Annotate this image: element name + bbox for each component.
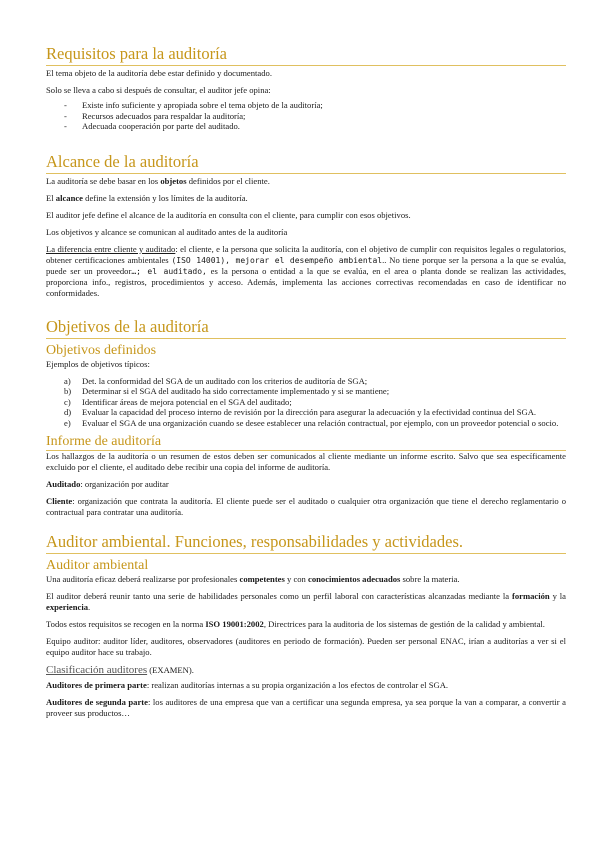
paragraph: Solo se lleva a cabo si después de consultar, el auditor jefe opina: xyxy=(46,85,271,95)
subsection-title: Informe de auditoría xyxy=(46,434,566,451)
paragraph: Todos estos requisitos se recogen en la norma ISO 19001:2002, Directrices para la auditoria de los sistemas de gestión de la calidad y ambiental. xyxy=(46,619,545,629)
paragraph: Ejemplos de objetivos típicos: xyxy=(46,358,150,369)
paragraph: Auditado: organización por auditar xyxy=(46,479,169,489)
paragraph: El auditor jefe define el alcance de la auditoría en consulta con el cliente, para cumplir con esos objetivos. xyxy=(46,209,411,220)
paragraph: Una auditoría eficaz deberá realizarse por profesionales competentes y con conocimientos adecuados sobre la materia. xyxy=(46,574,460,584)
list-item: e) Evaluar el SGA de una organización cuando se desee establecer una relación contractual, por ejemplo, con un proveedor potencial o socio. xyxy=(64,417,559,428)
section-requisitos xyxy=(46,44,566,132)
paragraph: El auditor deberá reunir tanto una serie de habilidades personales como un perfil laboral con características alcanzadas mediante la formación y la experiencia. xyxy=(46,591,566,612)
section-title: Requisitos para la auditoría xyxy=(46,44,566,66)
list-item: - Existe info suficiente y apropiada sobre el tema objeto de la auditoría; xyxy=(64,100,566,111)
section-auditor xyxy=(46,532,566,719)
list-item: - Recursos adecuados para respaldar la auditoría; xyxy=(64,111,566,122)
subsection-title: Objetivos definidos xyxy=(46,342,157,358)
document-page xyxy=(46,44,566,725)
list-item: b) Determinar si el SGA del auditado ha sido correctamente implementado y si se mantiene; xyxy=(64,386,390,396)
subsection-title: Clasificación auditores (EXAMEN). xyxy=(46,664,194,676)
paragraph: El alcance define la extensión y los límites de la auditoría. xyxy=(46,192,248,203)
section-alcance xyxy=(46,152,566,299)
paragraph: Auditores de primera parte: realizan auditorías internas a su propia organización a los efectos de controlar el SGA. xyxy=(46,680,449,690)
list-item: - Adecuada cooperación por parte del auditado. xyxy=(64,121,566,132)
objectives-list xyxy=(46,376,566,429)
subsection-title: Auditor ambiental xyxy=(46,558,149,573)
paragraph: Equipo auditor: auditor líder, auditores, observadores (auditores en periodo de formación). Pueden ser personal ENAC, irían a auditorías a ver si el equipo auditor hace su trabajo. xyxy=(46,636,566,657)
paragraph: La auditoría se debe basar en los objetos definidos por el cliente. xyxy=(46,175,270,186)
section-objetivos xyxy=(46,317,566,519)
paragraph: Cliente: organización que contrata la auditoría. El cliente puede ser el auditado o cualquier otra organización que tiene el derecho reglamentario o contractual para contratar una auditoría. xyxy=(46,496,566,517)
section-title: Objetivos de la auditoría xyxy=(46,317,566,339)
requirements-list xyxy=(46,100,566,132)
section-title: Auditor ambiental. Funciones, responsabilidades y actividades. xyxy=(46,532,566,554)
paragraph: Los objetivos y alcance se comunican al auditado antes de la auditoría xyxy=(46,226,288,237)
section-title: Alcance de la auditoría xyxy=(46,152,566,174)
paragraph: La diferencia entre cliente y auditado: el cliente, e la persona que solicita la auditoría, con el objetivo de cumplir con requisitos legales o regulatorios, obtener certificaciones ambientales (ISO 14001), mejorar el desempeño ambiental.. No tiene porque ser la persona a la que se evalúa, puede ser un proveedor…; el auditado, es la persona o entidad a la que se evalúa, en el area o planta donde se realizan las actividades, proporciona info., registros, procedimientos y acceso. Además, implementa las acciones correctivas recomendadas en caso de identificar no conformidades. xyxy=(46,243,567,298)
paragraph: El tema objeto de la auditoría debe estar definido y documentado. xyxy=(46,68,272,78)
list-item: a) Det. la conformidad del SGA de un auditado con los criterios de auditoría de SGA; xyxy=(64,375,368,386)
paragraph: Auditores de segunda parte: los auditores de una empresa que van a certificar una segunda empresa, ya sea porque la van a comparar, a convertir a proveer sus productos… xyxy=(46,697,566,718)
list-item: d) Evaluar la capacidad del proceso interno de revisión por la dirección para asegurar la adecuación y la efectividad continua del SGA. xyxy=(64,407,537,417)
paragraph: Los hallazgos de la auditoría o un resumen de estos deben ser comunicados al cliente mediante un informe escrito. Salvo que sea específicamente excluido por el cliente, el auditado debe recibir una copia del informe de auditoría. xyxy=(46,451,566,472)
list-item: c) Identificar áreas de mejora potencial en el SGA del auditado; xyxy=(64,396,292,407)
